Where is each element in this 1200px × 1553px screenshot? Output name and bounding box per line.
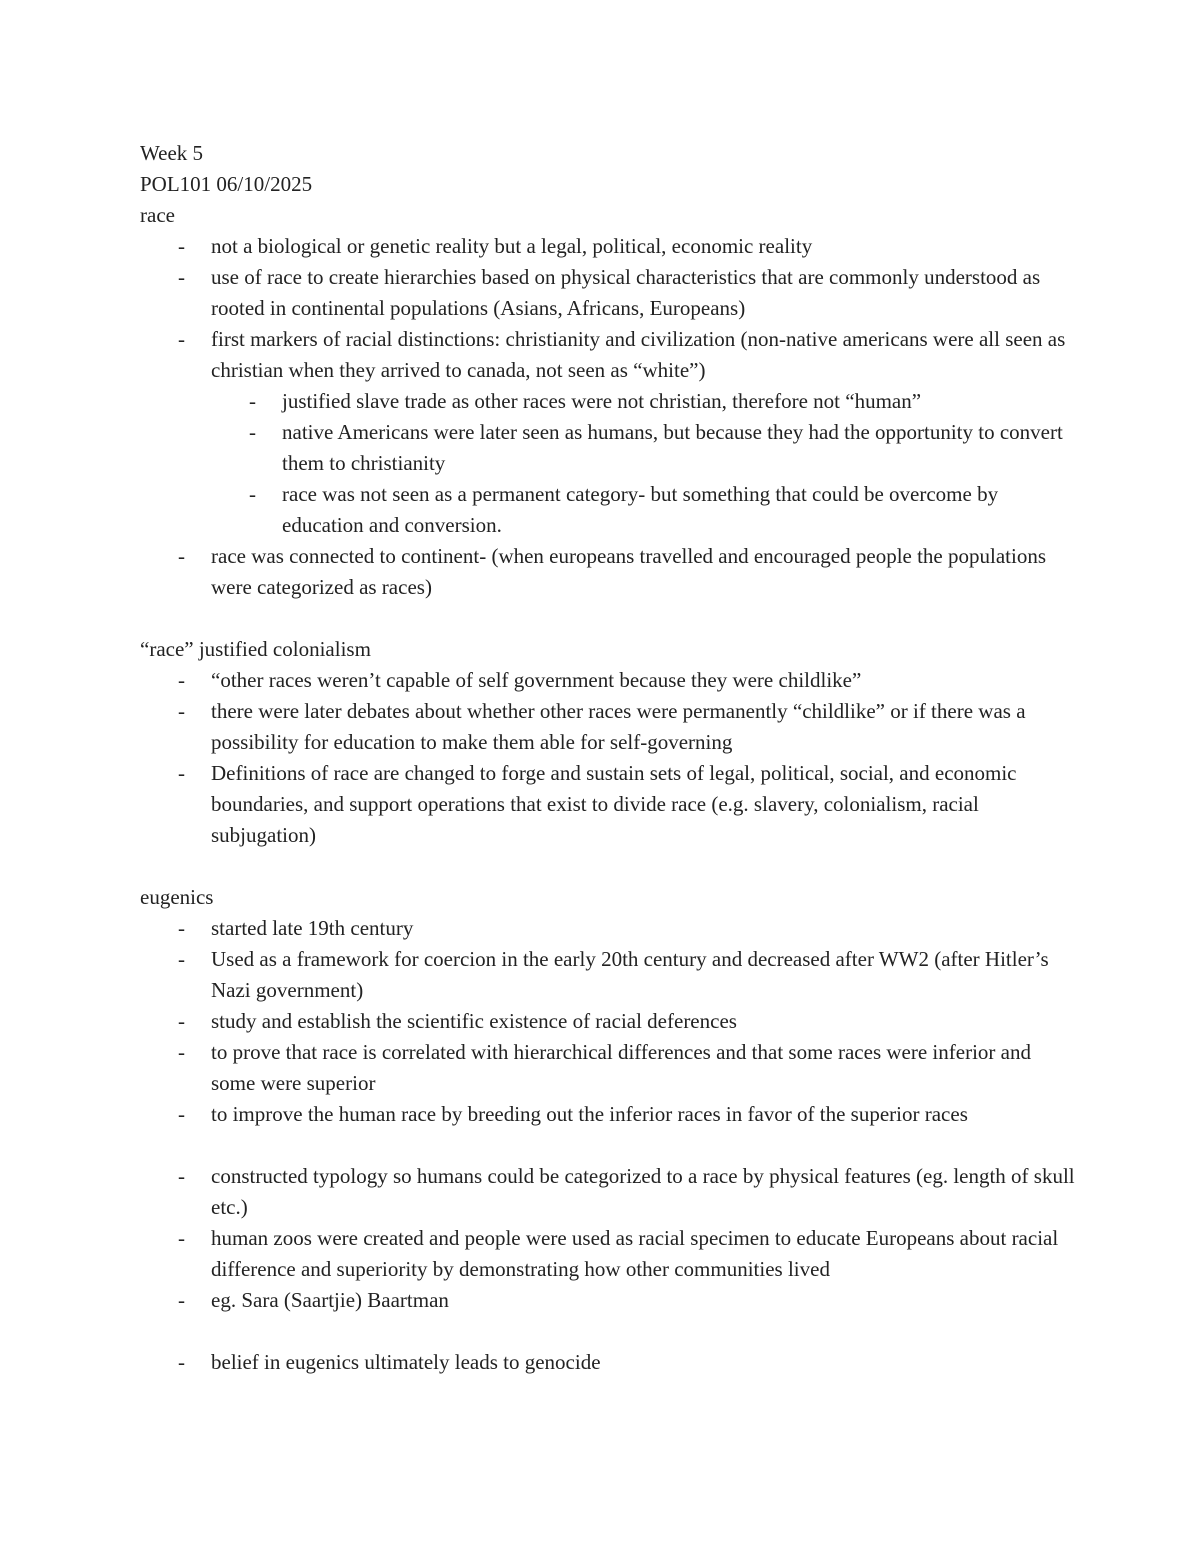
bullet-text: race was connected to continent- (when europeans travelled and encouraged people the populations were categorized as races) xyxy=(211,544,1046,599)
bullet-text: Used as a framework for coercion in the early 20th century and decreased after WW2 (after Hitler’s Nazi government) xyxy=(211,947,1049,1002)
bullet-text: native Americans were later seen as humans, but because they had the opportunity to convert them to christianity xyxy=(282,420,1063,475)
bullet-text: Definitions of race are changed to forge and sustain sets of legal, political, social, and economic boundaries, and support operations that exist to divide race (e.g. slavery, colonialism, racial subjugation) xyxy=(211,761,1017,847)
bullet-text: not a biological or genetic reality but a legal, political, economic reality xyxy=(211,234,813,258)
group-spacer xyxy=(140,1316,1080,1347)
document-content xyxy=(140,138,1080,1378)
bullet-text: eg. Sara (Saartjie) Baartman xyxy=(211,1288,449,1312)
bullet-text: constructed typology so humans could be categorized to a race by physical features (eg. length of skull etc.) xyxy=(211,1164,1075,1219)
bullet-text: study and establish the scientific existence of racial deferences xyxy=(211,1009,737,1033)
bullet-item xyxy=(140,1223,1080,1285)
bullet-item xyxy=(140,913,1080,944)
dash-bullet-icon: - xyxy=(178,1288,185,1312)
dash-bullet-icon: - xyxy=(249,389,256,413)
bullet-item xyxy=(140,1006,1080,1037)
bullet-text: started late 19th century xyxy=(211,916,414,940)
dash-bullet-icon: - xyxy=(178,327,185,351)
course-date: POL101 06/10/2025 xyxy=(140,172,313,196)
dash-bullet-icon: - xyxy=(178,699,185,723)
section-spacer xyxy=(140,603,1080,634)
dash-bullet-icon: - xyxy=(178,947,185,971)
bullet-text: there were later debates about whether other races were permanently “childlike” or if there was a possibility for education to make them able for self-governing xyxy=(211,699,1026,754)
bullet-item xyxy=(140,1037,1080,1099)
dash-bullet-icon: - xyxy=(178,1102,185,1126)
dash-bullet-icon: - xyxy=(178,1350,185,1374)
section-title: eugenics xyxy=(140,885,214,909)
dash-bullet-icon: - xyxy=(178,1226,185,1250)
dash-bullet-icon: - xyxy=(178,1009,185,1033)
dash-bullet-icon: - xyxy=(178,544,185,568)
bullet-text: use of race to create hierarchies based on physical characteristics that are commonly understood as rooted in continental populations (Asians, Africans, Europeans) xyxy=(211,265,1041,320)
bullet-item xyxy=(140,1161,1080,1223)
dash-bullet-icon: - xyxy=(178,265,185,289)
dash-bullet-icon: - xyxy=(249,482,256,506)
bullet-item xyxy=(140,231,1080,262)
section-title: race xyxy=(140,203,175,227)
group-spacer xyxy=(140,1130,1080,1161)
dash-bullet-icon: - xyxy=(178,916,185,940)
bullet-item xyxy=(140,262,1080,324)
bullet-text: belief in eugenics ultimately leads to genocide xyxy=(211,1350,601,1374)
dash-bullet-icon: - xyxy=(178,234,185,258)
dash-bullet-icon: - xyxy=(178,761,185,785)
bullet-text: race was not seen as a permanent category- but something that could be overcome by education and conversion. xyxy=(282,482,999,537)
dash-bullet-icon: - xyxy=(178,1040,185,1064)
section-spacer xyxy=(140,851,1080,882)
dash-bullet-icon: - xyxy=(178,1164,185,1188)
bullet-text: to improve the human race by breeding out the inferior races in favor of the superior races xyxy=(211,1102,968,1126)
bullet-text: first markers of racial distinctions: christianity and civilization (non-native americans were all seen as christian when they arrived to canada, not seen as “white”) xyxy=(211,327,1066,382)
dash-bullet-icon: - xyxy=(178,668,185,692)
bullet-item xyxy=(140,386,1080,417)
bullet-item xyxy=(140,479,1080,541)
bullet-item xyxy=(140,758,1080,851)
bullet-text: human zoos were created and people were used as racial specimen to educate Europeans about racial difference and superiority by demonstrating how other communities lived xyxy=(211,1226,1059,1281)
bullet-item xyxy=(140,324,1080,386)
section-title: “race” justified colonialism xyxy=(140,637,371,661)
bullet-text: “other races weren’t capable of self government because they were childlike” xyxy=(211,668,862,692)
bullet-item xyxy=(140,944,1080,1006)
bullet-item xyxy=(140,417,1080,479)
bullet-text: to prove that race is correlated with hierarchical differences and that some races were inferior and some were superior xyxy=(211,1040,1031,1095)
bullet-item xyxy=(140,1347,1080,1378)
bullet-item xyxy=(140,696,1080,758)
dash-bullet-icon: - xyxy=(249,420,256,444)
week-heading: Week 5 xyxy=(140,141,204,165)
bullet-item xyxy=(140,541,1080,603)
bullet-item xyxy=(140,1285,1080,1316)
bullet-text: justified slave trade as other races were not christian, therefore not “human” xyxy=(282,389,922,413)
bullet-item xyxy=(140,1099,1080,1130)
bullet-item xyxy=(140,665,1080,696)
